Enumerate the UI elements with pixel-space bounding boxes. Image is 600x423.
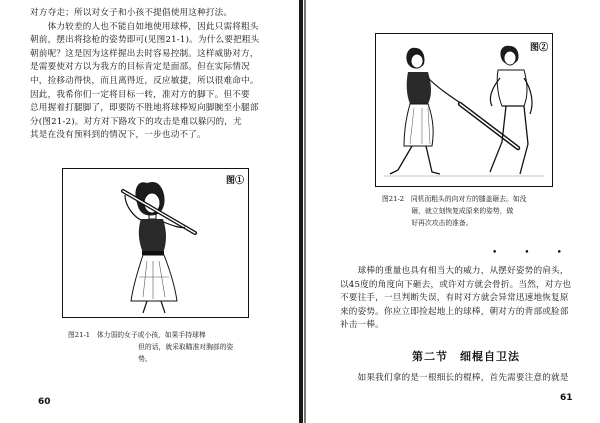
figure-21-2-caption [382,193,592,229]
section-intro-text [340,372,596,386]
caption-line: 但的话，就采取瞄准对胸部的姿 [68,343,234,351]
section-divider: • • • [492,248,562,258]
text-line: 其是在没有预料到的情况下，一步也动不了。 [30,130,206,141]
figure-21-1-caption [68,329,278,365]
text-line: 体力较差的人也不能自如地使用球棒，因此只需将粗头 [30,21,259,32]
figure-21-1 [62,168,249,318]
text-line: 补击一棒。 [340,320,384,331]
right-body-text [340,265,596,333]
bat-strike-illustration [376,34,552,186]
right-page [302,0,600,423]
left-body-text [30,7,292,143]
text-line: 如果我们拿的是一根细长的棍棒，首先需要注意的就是 [340,373,569,383]
figure-label: 图① [225,176,244,186]
caption-line: 图21-2 同机而粗头的向对方的膝盖砸去。如没 [382,195,527,203]
caption-line: 势。 [68,355,152,363]
text-line: 朝前呢？这是因为这样握出去时容易控制。这样威胁对方， [30,48,259,59]
text-line: 中，捡移动得快，而且离得近，反应敏捷，所以很难命中。 [30,75,259,86]
section-heading: 第二节 细棍自卫法 [412,350,520,363]
page-number: 61 [560,393,573,403]
text-line: 对方夺走；所以对女子和小孩不提倡使用这种打法。 [30,8,233,18]
text-line: 因此，我希你们一定将目标一转，准对方的脚下。但不要 [30,89,250,100]
text-line: 以45度的角度向下砸去，或许对方就会骨折。当然，对方也 [340,279,572,290]
woman-with-bat-illustration [63,169,248,317]
text-line: 分(图21-2)。对方对下路攻下的攻击是难以躲闪的，尤 [30,116,242,127]
text-line: 来的姿势。你应立即捡起地上的球棒，朝对方的背部或脸部 [340,306,569,317]
figure-21-2 [375,33,553,187]
caption-line: 砸，就立刻恢复成原来的姿势，做 [382,207,514,215]
caption-line: 好再次攻击的准备。 [382,219,473,227]
caption-line: 图21-1 体力弱的女子或小孩，如果手持球棒 [68,331,206,339]
text-line: 是需要使对方以为我方的目标肯定是面部。但在实际情况 [30,62,250,73]
page-number: 60 [38,397,51,407]
text-line: 总用握着打腿脚了，即要防不胜地将球棒短向脚腕至小腿部 [30,103,259,114]
text-line: 不要往手，一旦判断失误，有时对方就会异常迅速地恢复原 [340,293,569,304]
figure-label: 图② [529,43,548,53]
text-line: 球棒的重量也具有相当大的威力，从摆好姿势的肩头， [340,266,569,276]
text-line: 朝前，摆出将捻枪的姿势即可(见图21-1)。为什么要把粗头 [30,35,260,46]
